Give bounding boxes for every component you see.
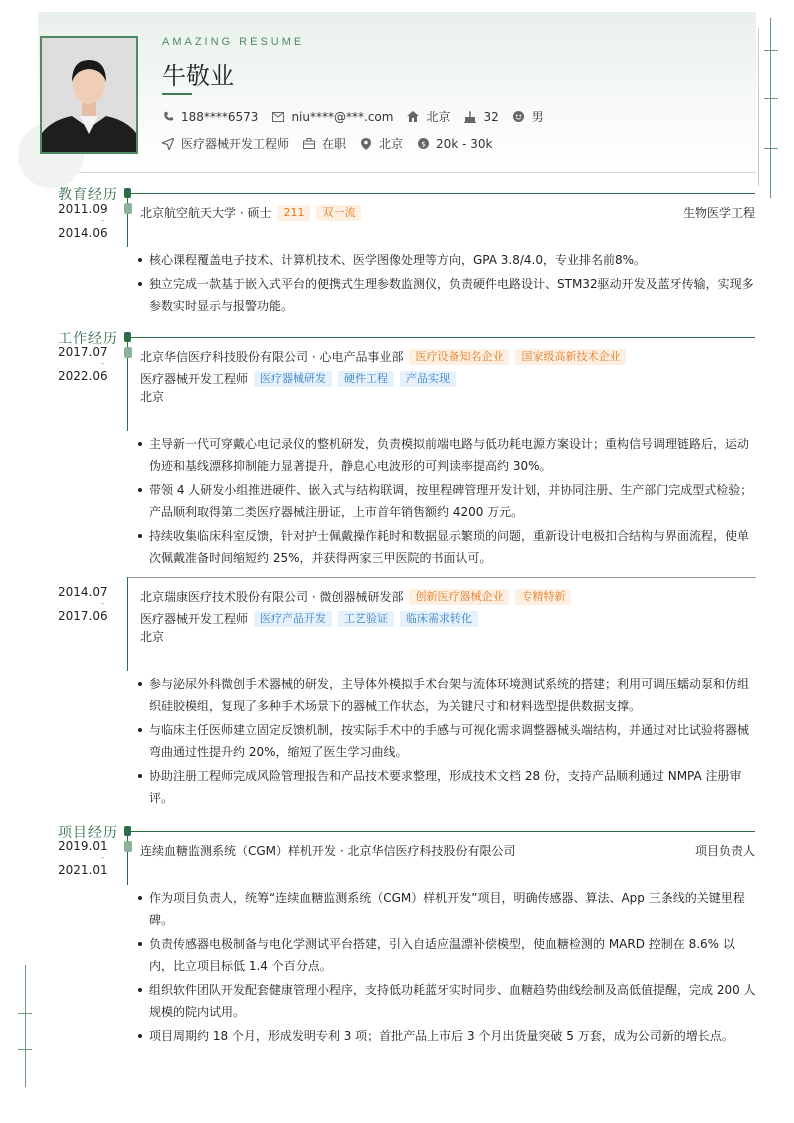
job2-role: 医疗器械开发工程师 bbox=[140, 612, 249, 626]
company-tag: 医疗设备知名企业 bbox=[409, 349, 509, 365]
job1-start-date: 2017.07 bbox=[58, 345, 108, 359]
project-bullets bbox=[138, 887, 758, 1049]
right-deco-tick bbox=[764, 148, 778, 149]
resume-subtitle: AMAZING RESUME bbox=[162, 36, 305, 48]
hometown-item bbox=[407, 108, 450, 125]
job1-bullets bbox=[138, 433, 758, 571]
job1-role-row bbox=[140, 370, 456, 387]
email-text: niu****@***.com bbox=[291, 109, 394, 124]
list-item: 核心课程覆盖电子技术、计算机技术、医学图像处理等方向，GPA 3.8/4.0，专业排名前8%。 bbox=[138, 249, 758, 271]
job2-start-date: 2014.07 bbox=[58, 585, 108, 599]
salary-text: 20k - 30k bbox=[436, 136, 493, 151]
job2-end-date: 2017.06 bbox=[58, 609, 108, 623]
job-intent-row bbox=[162, 135, 506, 152]
job1-company-row bbox=[140, 348, 626, 365]
phone-icon bbox=[162, 111, 174, 123]
role-tag: 硬件工程 bbox=[338, 371, 394, 387]
role-tag: 工艺验证 bbox=[338, 611, 394, 627]
left-deco-line bbox=[25, 965, 26, 1087]
list-item: 带领 4 人研发小组推进硬件、嵌入式与结构联调，按里程碑管理开发计划，并协同注册、生产部门完成型式检验；产品顺利取得第二类医疗器械注册证，上市首年销售额约 4200 万元。 bbox=[138, 479, 758, 523]
project-section-title: 项目经历 bbox=[58, 825, 118, 841]
project-end-date: 2021.01 bbox=[58, 863, 108, 877]
project-role: 项目负责人 bbox=[694, 844, 755, 858]
gender-item bbox=[513, 108, 544, 125]
position-item bbox=[162, 135, 289, 152]
header-right-border bbox=[758, 28, 759, 186]
list-item: 独立完成一款基于嵌入式平台的便携式生理参数监测仪，负责硬件电路设计、STM32驱动开发及蓝牙传输，实现多参数实时显示与报警功能。 bbox=[138, 273, 758, 317]
right-deco-tick bbox=[764, 98, 778, 99]
avatar-silhouette bbox=[42, 38, 136, 152]
left-deco-tick bbox=[18, 1013, 32, 1014]
age-item bbox=[464, 110, 498, 124]
date-separator: - bbox=[101, 216, 104, 225]
list-item: 与临床主任医师建立固定反馈机制，按实际手术中的手感与可视化需求调整器械头端结构，并通过对比试验将器械弯曲通过性提升约 20%，缩短了医生学习曲线。 bbox=[138, 719, 758, 763]
hometown-text: 北京 bbox=[426, 110, 451, 124]
education-entry-marker bbox=[124, 203, 132, 214]
list-item: 组织软件团队开发配套健康管理小程序，支持低功耗蓝牙实时同步、血糖趋势曲线绘制及高低值提醒，完成 200 人规模的院内试用。 bbox=[138, 979, 758, 1023]
project-entry-marker bbox=[124, 841, 132, 852]
work-job1-marker bbox=[124, 347, 132, 358]
left-deco-tick bbox=[18, 1049, 32, 1050]
date-separator: - bbox=[101, 599, 104, 608]
list-item: 协助注册工程师完成风险管理报告和产品技术要求整理，形成技术文档 28 份，支持产品顺利通过 NMPA 注册审评。 bbox=[138, 765, 758, 809]
project-start-date: 2019.01 bbox=[58, 839, 108, 853]
education-section-title: 教育经历 bbox=[58, 187, 118, 203]
job2-city: 北京 bbox=[140, 630, 165, 644]
job2-bullets bbox=[138, 673, 758, 811]
location-pin-icon bbox=[360, 138, 372, 150]
job1-end-date: 2022.06 bbox=[58, 369, 108, 383]
company-tag: 专精特新 bbox=[515, 589, 571, 605]
city-item bbox=[360, 135, 403, 152]
education-start-date: 2011.09 bbox=[58, 202, 108, 216]
candidate-name: 牛敬业 bbox=[162, 62, 234, 90]
city-text: 北京 bbox=[379, 137, 404, 151]
name-underline bbox=[162, 93, 192, 95]
list-item: 主导新一代可穿戴心电记录仪的整机研发，负责模拟前端电路与低功耗电源方案设计；重构信号调理链路后，运动伪迹和基线漂移抑制能力显著提升，静息心电波形的可判读率提高约 30%。 bbox=[138, 433, 758, 477]
job1-city: 北京 bbox=[140, 390, 165, 404]
work-section-title: 工作经历 bbox=[58, 331, 118, 347]
list-item: 作为项目负责人，统筹“连续血糖监测系统（CGM）样机开发”项目，明确传感器、算法、App 三条线的关键里程碑。 bbox=[138, 887, 758, 931]
date-separator: - bbox=[101, 853, 104, 862]
date-separator: - bbox=[101, 359, 104, 368]
list-item: 参与泌尿外科微创手术器械的研发，主导体外模拟手术台架与流体环境测试系统的搭建；利用可调压蠕动泵和仿组织硅胶模组，复现了多种手术场景下的器械工作状态，为关键尺寸和材料选型提供数据支撑。 bbox=[138, 673, 758, 717]
project-timeline bbox=[127, 831, 128, 885]
education-school: 北京航空航天大学 · 硕士 bbox=[140, 206, 272, 220]
job2-timeline-top bbox=[127, 577, 756, 578]
education-bullets bbox=[138, 249, 758, 319]
mail-icon bbox=[272, 111, 284, 123]
role-tag: 医疗器械研发 bbox=[254, 371, 332, 387]
list-item: 负责传感器电极制备与电化学测试平台搭建，引入自适应温漂补偿模型，使血糖检测的 MARD 控制在 8.6% 以内，比立项目标低 1.4 个百分点。 bbox=[138, 933, 758, 977]
project-section-line bbox=[124, 831, 755, 832]
job2-company: 北京瑞康医疗技术股份有限公司 · 微创器械研发部 bbox=[140, 590, 404, 604]
education-timeline bbox=[127, 193, 128, 247]
age-text: 32 bbox=[483, 109, 499, 124]
send-icon bbox=[162, 138, 174, 150]
svg-text:$: $ bbox=[420, 139, 426, 149]
phone-item bbox=[162, 110, 258, 124]
education-school-row bbox=[140, 204, 361, 221]
home-icon bbox=[407, 111, 419, 123]
gender-text: 男 bbox=[531, 110, 544, 124]
work-job2-timeline bbox=[127, 577, 128, 671]
money-icon bbox=[417, 138, 429, 150]
header-bottom-border bbox=[38, 172, 756, 173]
status-item bbox=[303, 135, 346, 152]
contact-row bbox=[162, 108, 558, 125]
position-text: 医疗器械开发工程师 bbox=[181, 137, 290, 151]
right-deco-line bbox=[770, 18, 771, 198]
right-deco-tick bbox=[764, 50, 778, 51]
role-tag: 医疗产品开发 bbox=[254, 611, 332, 627]
job1-company: 北京华信医疗科技股份有限公司 · 心电产品事业部 bbox=[140, 350, 404, 364]
education-section-line bbox=[124, 193, 755, 194]
phone-text: 188****6573 bbox=[181, 109, 259, 124]
education-end-date: 2014.06 bbox=[58, 226, 108, 240]
list-item: 项目周期约 18 个月，形成发明专利 3 项；首批产品上市后 3 个月出货量突破 5 万套，成为公司新的增长点。 bbox=[138, 1025, 758, 1047]
cake-icon bbox=[464, 111, 476, 123]
company-tag: 国家级高新技术企业 bbox=[515, 349, 626, 365]
education-major: 生物医学工程 bbox=[682, 206, 755, 220]
status-text: 在职 bbox=[322, 137, 347, 151]
education-tag: 211 bbox=[277, 205, 310, 221]
role-tag: 产品实现 bbox=[400, 371, 456, 387]
company-tag: 创新医疗器械企业 bbox=[409, 589, 509, 605]
job2-role-row bbox=[140, 610, 478, 627]
email-item bbox=[272, 110, 393, 124]
briefcase-icon bbox=[303, 138, 315, 150]
project-name: 连续血糖监测系统（CGM）样机开发 · 北京华信医疗科技股份有限公司 bbox=[140, 844, 516, 858]
profile-photo bbox=[40, 36, 138, 154]
salary-item bbox=[417, 137, 492, 151]
list-item: 持续收集临床科室反馈，针对护士佩戴操作耗时和数据显示繁琐的问题，重新设计电极扣合结构与界面流程，使单次佩戴准备时间缩短约 25%，并获得两家三甲医院的书面认可。 bbox=[138, 525, 758, 569]
education-tag: 双一流 bbox=[316, 205, 361, 221]
job1-role: 医疗器械开发工程师 bbox=[140, 372, 249, 386]
work-section-line bbox=[124, 337, 755, 338]
face-icon bbox=[513, 111, 525, 123]
role-tag: 临床需求转化 bbox=[400, 611, 478, 627]
job2-company-row bbox=[140, 588, 571, 605]
